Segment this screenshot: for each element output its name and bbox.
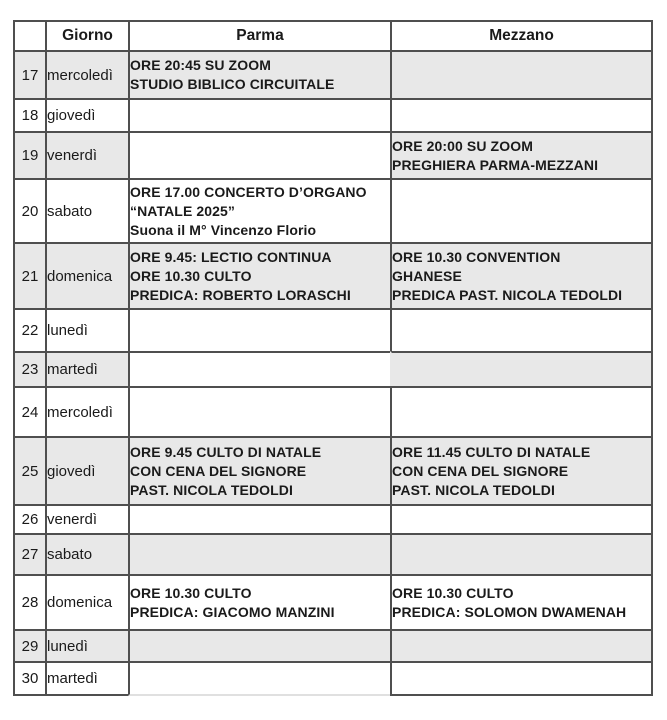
table-row	[13, 533, 653, 574]
event-line: ORE 20:45 SU ZOOM	[130, 57, 271, 73]
mezzano-event-cell	[390, 436, 653, 504]
day-number-cell: 25	[13, 436, 45, 504]
mezzano-event-cell	[390, 629, 653, 661]
day-number-cell: 23	[13, 351, 45, 386]
event-line: PAST. NICOLA TEDOLDI	[130, 481, 293, 498]
event-line: ORE 10.30 CULTO	[392, 584, 514, 601]
parma-event-cell	[128, 574, 390, 629]
weekday-cell: mercoledì	[45, 50, 128, 98]
weekday-cell: martedì	[45, 351, 128, 386]
day-number-cell: 29	[13, 629, 45, 661]
table-row	[13, 242, 653, 308]
day-number-cell: 17	[13, 50, 45, 98]
event-line: “NATALE 2025”	[130, 202, 236, 219]
table-row	[13, 386, 653, 436]
event-line: PAST. NICOLA TEDOLDI	[392, 481, 555, 498]
day-number-cell: 24	[13, 386, 45, 436]
weekday-cell: venerdì	[45, 504, 128, 533]
header-giorno: Giorno	[45, 20, 128, 50]
event-line: ORE 10.30 CULTO	[130, 267, 252, 284]
mezzano-event-cell	[390, 50, 653, 98]
weekday-cell: venerdì	[45, 131, 128, 178]
event-line: GHANESE	[392, 267, 462, 284]
mezzano-event-cell	[390, 574, 653, 629]
weekday-cell: domenica	[45, 574, 128, 629]
mezzano-event-cell	[390, 386, 653, 436]
header-mezzano: Mezzano	[390, 20, 653, 50]
header-empty-cell	[13, 20, 45, 50]
event-line: ORE 20:00 SU ZOOM	[392, 137, 533, 154]
event-line: ORE 10.30 CULTO	[130, 584, 252, 601]
weekday-cell: sabato	[45, 178, 128, 242]
schedule-table	[13, 20, 653, 696]
day-number-cell: 27	[13, 533, 45, 574]
mezzano-event-cell	[390, 131, 653, 178]
day-number-cell: 30	[13, 661, 45, 696]
table-row	[13, 436, 653, 504]
header-parma: Parma	[128, 20, 390, 50]
mezzano-event-cell	[390, 242, 653, 308]
table-row	[13, 504, 653, 533]
mezzano-event-cell	[390, 661, 653, 696]
event-line: ORE 9.45: LECTIO CONTINUA	[130, 248, 332, 265]
weekday-cell: domenica	[45, 242, 128, 308]
parma-event-cell	[128, 178, 390, 242]
table-row	[13, 50, 653, 98]
day-number-cell: 19	[13, 131, 45, 178]
parma-event-cell	[128, 308, 390, 351]
table-row	[13, 574, 653, 629]
event-line: PREGHIERA PARMA-MEZZANI	[392, 156, 599, 173]
weekday-cell: giovedì	[45, 436, 128, 504]
event-line: ORE 9.45 CULTO DI NATALE	[130, 443, 322, 460]
parma-event-cell	[128, 504, 390, 533]
event-line: CON CENA DEL SIGNORE	[130, 462, 307, 479]
mezzano-event-cell	[390, 308, 653, 351]
parma-event-cell	[128, 386, 390, 436]
event-line: PREDICA: ROBERTO LORASCHI	[130, 286, 351, 303]
weekday-cell: mercoledì	[45, 386, 128, 436]
table-row	[13, 98, 653, 131]
event-line: ORE 17.00 CONCERTO D’ORGANO	[130, 183, 367, 200]
day-number-cell: 26	[13, 504, 45, 533]
parma-event-cell	[128, 131, 390, 178]
parma-event-cell	[128, 242, 390, 308]
table-row	[13, 131, 653, 178]
parma-event-cell	[128, 661, 390, 696]
event-line: PREDICA: GIACOMO MANZINI	[130, 603, 335, 620]
day-number-cell: 28	[13, 574, 45, 629]
mezzano-event-cell	[390, 351, 653, 386]
parma-event-cell	[128, 436, 390, 504]
mezzano-event-cell	[390, 504, 653, 533]
mezzano-event-cell	[390, 98, 653, 131]
table-row	[13, 629, 653, 661]
event-line: PREDICA: SOLOMON DWAMENAH	[392, 603, 627, 620]
weekday-cell: giovedì	[45, 98, 128, 131]
parma-event-cell	[128, 629, 390, 661]
weekday-cell: lunedì	[45, 308, 128, 351]
table-row	[13, 178, 653, 242]
parma-event-cell	[128, 351, 390, 386]
table-row	[13, 308, 653, 351]
day-number-cell: 20	[13, 178, 45, 242]
event-line: Suona il M° Vincenzo Florio	[130, 221, 317, 238]
day-number-cell: 22	[13, 308, 45, 351]
parma-event-cell	[128, 50, 390, 98]
day-number-cell: 18	[13, 98, 45, 131]
parma-event-cell	[128, 533, 390, 574]
event-line: PREDICA PAST. NICOLA TEDOLDI	[392, 286, 623, 303]
weekday-cell: martedì	[45, 661, 128, 696]
parma-event-cell	[128, 98, 390, 131]
table-row	[13, 661, 653, 696]
table-row	[13, 351, 653, 386]
event-line: STUDIO BIBLICO CIRCUITALE	[130, 76, 335, 92]
event-line: CON CENA DEL SIGNORE	[392, 462, 569, 479]
event-line: ORE 10.30 CONVENTION	[392, 248, 561, 265]
day-number-cell: 21	[13, 242, 45, 308]
mezzano-event-cell	[390, 178, 653, 242]
event-line: ORE 11.45 CULTO DI NATALE	[392, 443, 591, 460]
weekday-cell: sabato	[45, 533, 128, 574]
header-row	[13, 20, 653, 50]
mezzano-event-cell	[390, 533, 653, 574]
weekday-cell: lunedì	[45, 629, 128, 661]
